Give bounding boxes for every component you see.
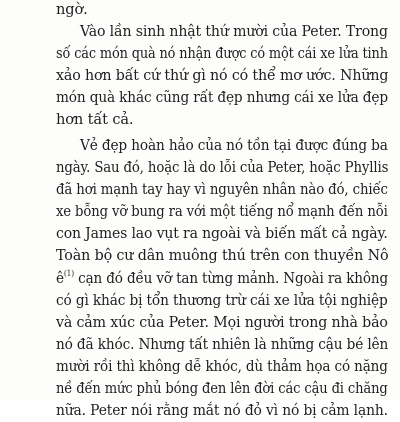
line-text: xe bỗng vỡ bung ra với một tiếng nổ mạnh đến nỗi (56, 203, 388, 220)
line-text: có gì khác bị tổn thương trừ cái xe lửa tội nghiệp (56, 292, 388, 309)
text-line (56, 109, 133, 131)
line-text: cạn đó đều vỡ tan từng mảnh. Ngoài ra không (73, 270, 389, 287)
text-line (56, 400, 388, 422)
line-text: nữa. Peter nói rằng mắt nó đỏ vì nó bị cảm lạnh. (56, 402, 388, 419)
line-text: món quà khác cũng rất đẹp nhưng cái xe lửa đẹp (56, 89, 388, 106)
line-text: Vẻ đẹp hoàn hảo của nó tồn tại được đúng ba (80, 137, 388, 154)
text-line (56, 0, 88, 21)
text-line (80, 135, 388, 157)
line-text: con James lao vụt ra ngoài và biến mất cả ngày. (56, 225, 388, 242)
line-text: ngờ. (56, 1, 88, 18)
line-text: số các món quà nó nhận được có một cái xe lửa tinh (56, 45, 388, 62)
text-line (56, 356, 388, 378)
text-line (56, 378, 388, 400)
line-text: ê (56, 270, 64, 287)
line-text: hơn tất cả. (56, 111, 134, 128)
text-line (56, 43, 388, 65)
footnote-marker: (1) (63, 269, 74, 279)
line-text: ngày. Sau đó, hoặc là do lỗi của Peter, hoặc Phyllis (56, 159, 389, 176)
line-text: Vào lần sinh nhật thứ mười của Peter. Trong (80, 23, 388, 40)
text-line (56, 157, 389, 179)
text-line (56, 290, 388, 312)
text-line (56, 65, 389, 87)
text-line (80, 21, 388, 43)
line-text: xảo hơn bất cứ thứ gì nó có thể mơ ước. Những (56, 67, 389, 84)
text-line (56, 268, 389, 290)
text-line (56, 87, 388, 109)
line-text: mười rồi thì không dễ khóc, dù thảm họa có nặng (56, 358, 388, 375)
text-line (56, 334, 389, 356)
line-text: và cảm xúc của Peter. Mọi người trong nhà bảo (56, 314, 388, 331)
text-line (56, 201, 388, 223)
line-text: nó đã khóc. Nhưng tất nhiên là những cậu bé lên (56, 336, 389, 353)
text-line (56, 312, 388, 334)
text-line (56, 245, 389, 267)
text-line (56, 223, 388, 245)
text-line (56, 179, 388, 201)
line-text: Toàn bộ cư dân muông thú trên con thuyền Nô (56, 247, 389, 264)
line-text: nề đến mức phủ bóng đen lên đời các cậu đi chăng (56, 380, 388, 397)
line-text: đã hơi mạnh tay hay vì nguyên nhân nào đó, chiếc (56, 181, 388, 198)
